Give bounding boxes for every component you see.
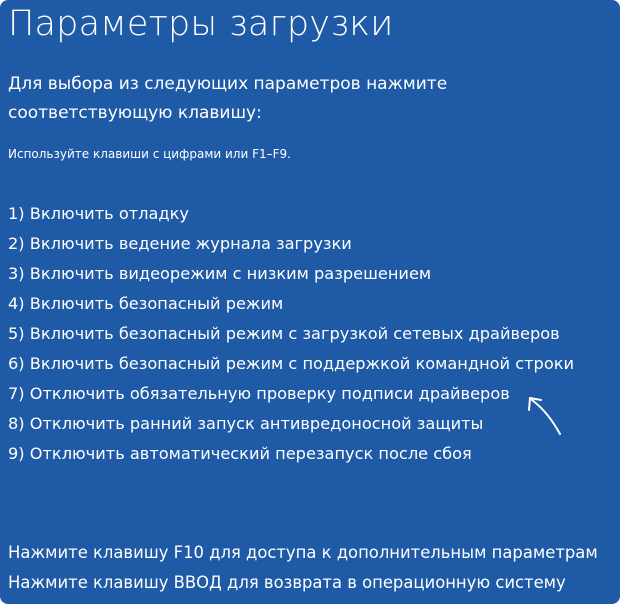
- option-disable-auto-restart[interactable]: 9) Отключить автоматический перезапуск после сбоя: [8, 444, 472, 463]
- option-disable-early-launch-antimalware[interactable]: 8) Отключить ранний запуск антивредоносной защиты: [8, 414, 484, 433]
- option-safe-mode-command-prompt[interactable]: 6) Включить безопасный режим с поддержкой командной строки: [8, 354, 575, 373]
- option-enable-boot-logging[interactable]: 2) Включить ведение журнала загрузки: [8, 234, 352, 253]
- footer: [8, 538, 598, 598]
- instruction-text: Для выбора из следующих параметров нажмите соответствующую клавишу:: [8, 74, 448, 123]
- option-safe-mode-networking[interactable]: 5) Включить безопасный режим с загрузкой сетевых драйверов: [8, 324, 560, 343]
- hint-text: Используйте клавиши с цифрами или F1–F9.: [8, 147, 291, 161]
- boot-options-list: [8, 199, 574, 469]
- option-disable-driver-signature-enforcement[interactable]: 7) Отключить обязательную проверку подписи драйверов: [8, 384, 510, 403]
- option-enable-low-resolution-video[interactable]: 3) Включить видеорежим с низким разрешением: [8, 264, 432, 283]
- option-enable-debugging[interactable]: 1) Включить отладку: [8, 204, 189, 223]
- pointer-arrow-icon: [520, 388, 570, 438]
- footer-advanced-options-hint[interactable]: Нажмите клавишу F10 для доступа к дополнительным параметрам: [8, 543, 598, 562]
- page-title: Параметры загрузки: [8, 4, 394, 44]
- footer-return-to-os-hint[interactable]: Нажмите клавишу ВВОД для возврата в операционную систему: [8, 573, 566, 592]
- option-enable-safe-mode[interactable]: 4) Включить безопасный режим: [8, 294, 284, 313]
